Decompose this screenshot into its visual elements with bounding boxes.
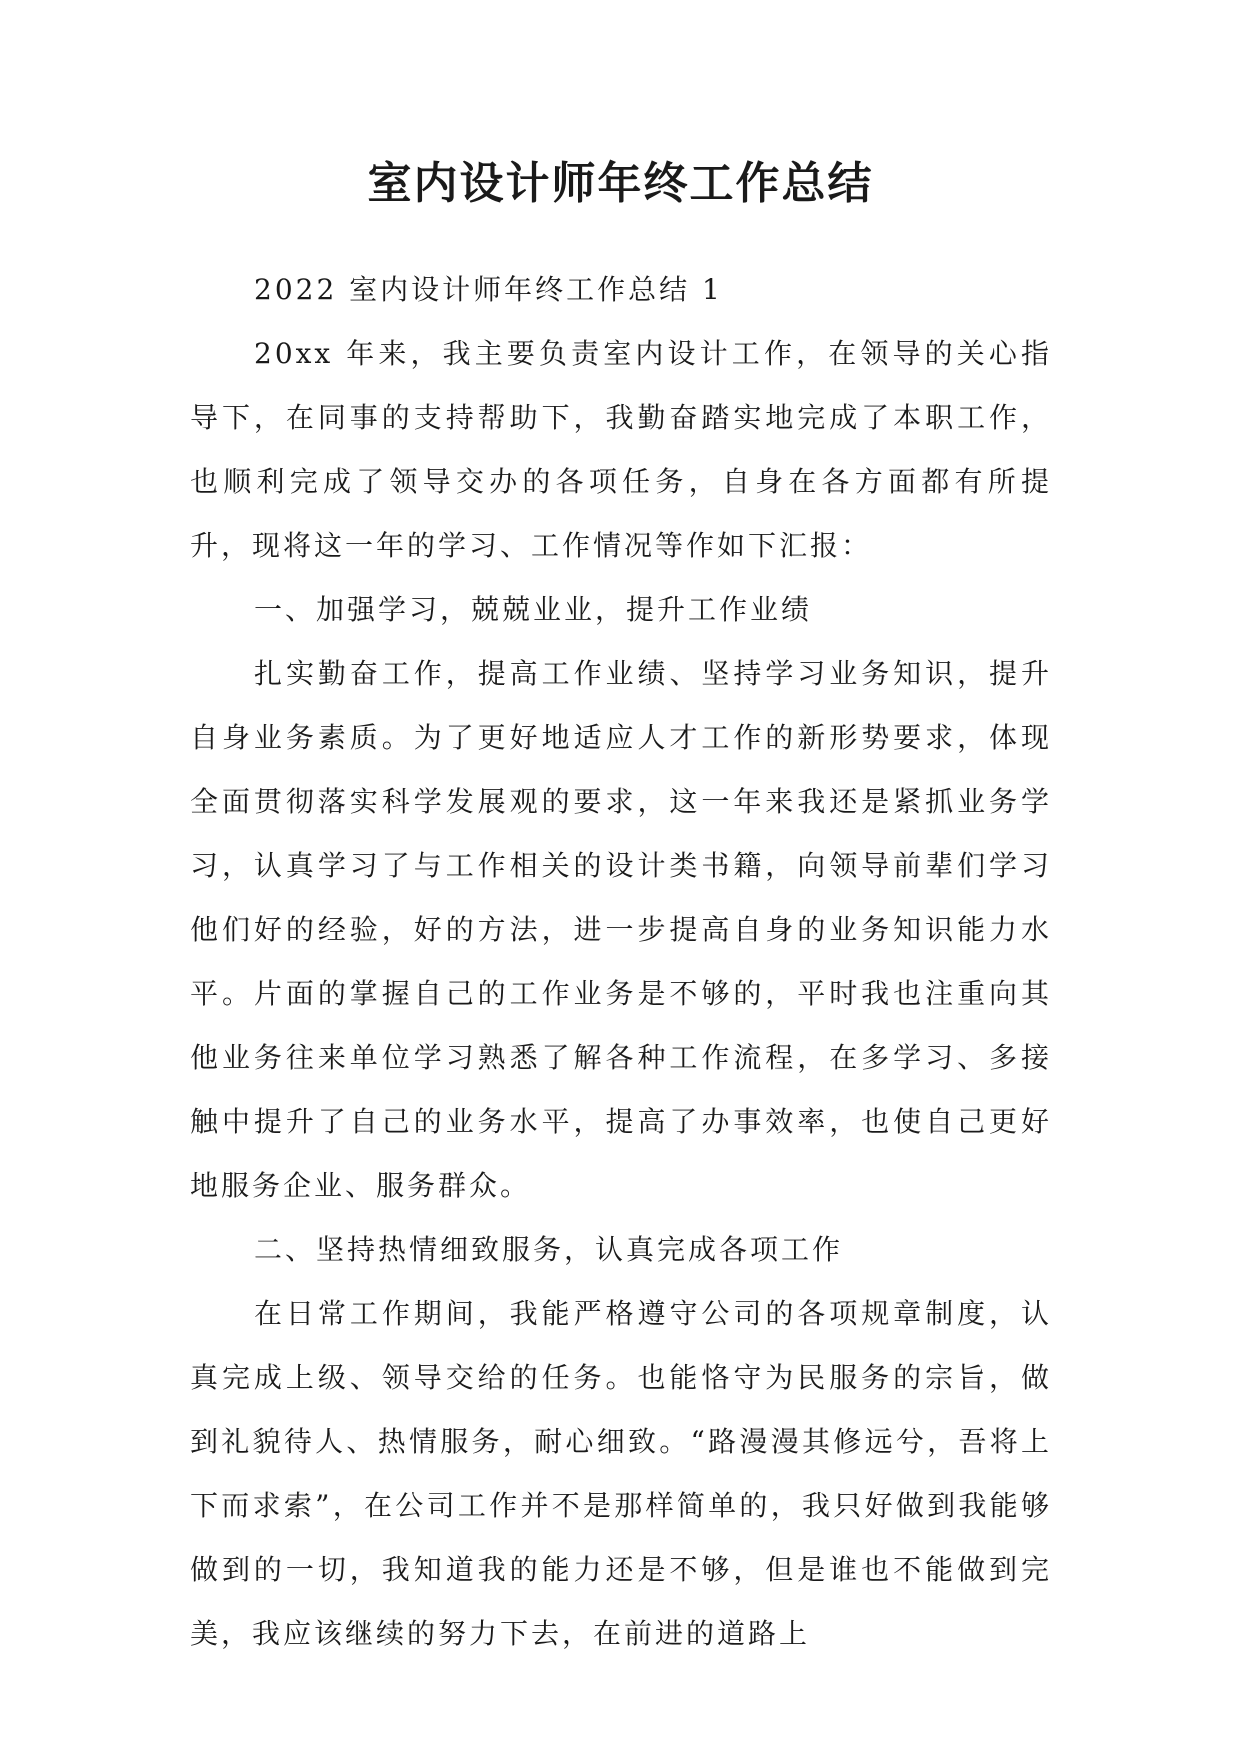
section-heading-2: 二、坚持热情细致服务，认真完成各项工作 [254,1233,844,1266]
section-1-paragraph: 扎实勤奋工作，提高工作业绩、坚持学习业务知识，提升自身业务素质。为了更好地适应人才工作的新形势要求，体现全面贯彻落实科学发展观的要求，这一年来我还是紧抓业务学习，认真学习了与工作相关的设计类书籍，向领导前辈们学习他们好的经验，好的方法，进一步提高自身的业务知识能力水平。片面的掌握自己的工作业务是不够的，平时我也注重向其他业务往来单位学习熟悉了解各种工作流程，在多学习、多接触中提升了自己的业务水平，提高了办事效率，也使自己更好地服务企业、服务群众。 [190,657,1052,1202]
document-title: 室内设计师年终工作总结 [367,158,874,209]
subtitle-paragraph: 2022 室内设计师年终工作总结 1 [254,273,723,306]
intro-paragraph: 20xx 年来，我主要负责室内设计工作，在领导的关心指导下，在同事的支持帮助下，我勤奋踏实地完成了本职工作，也顺利完成了领导交办的各项任务，自身在各方面都有所提升，现将这一年的学习、工作情况等作如下汇报： [190,337,1052,562]
document-body [190,258,1052,1666]
section-heading-1: 一、加强学习，兢兢业业，提升工作业绩 [254,593,813,626]
section-2-paragraph: 在日常工作期间，我能严格遵守公司的各项规章制度，认真完成上级、领导交给的任务。也能恪守为民服务的宗旨，做到礼貌待人、热情服务，耐心细致。“路漫漫其修远兮，吾将上下而求索”，在公司工作并不是那样简单的，我只好做到我能够做到的一切，我知道我的能力还是不够，但是谁也不能做到完美，我应该继续的努力下去，在前进的道路上 [190,1297,1052,1650]
